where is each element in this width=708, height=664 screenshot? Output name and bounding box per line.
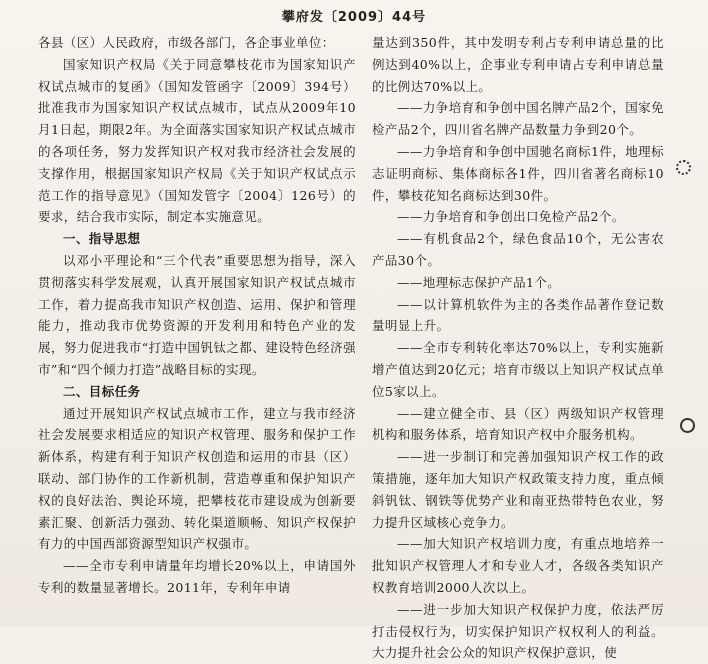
- left-text-column: [38, 32, 356, 622]
- list-item: ——进一步加大知识产权保护力度，依法严厉打击侵权行为，切实保护知识产权权利人的利益。大力提升社会公众的知识产权保护意识，使: [372, 601, 664, 661]
- document-number-header: 攀府发〔2009〕44号: [281, 10, 427, 25]
- paragraph-intro: 国家知识产权局《关于同意攀枝花市为国家知识产权试点城市的复函》（国知发管函字〔2009〕394号）批准我市为国家知识产权试点城市，试点从2009年10月1日起，期限2年。为全面落实国家知识产权试点城市的各项任务，努力发挥知识产权对我市经济社会发展的支撑作用，根据国家知识产权局《关于知识产权试点示范工作的指导意见》（国知发管字〔2004〕126号）的要求，结合我市实际，制定本实施意见。: [38, 56, 356, 225]
- list-item: ——力争培育和争创中国名牌产品2个，国家免检产品2个，四川省名牌产品数量力争到20个。: [372, 100, 664, 138]
- list-item: ——建立健全市、县（区）两级知识产权管理机构和服务体系，培育知识产权中介服务机构。: [372, 405, 664, 443]
- binding-hole-mark: [680, 418, 695, 433]
- paragraph-guiding-ideology: 以邓小平理论和“三个代表”重要思想为指导，深入贯彻落实科学发展观，认真开展国家知识产权试点城市工作，着力提高我市知识产权创造、运用、保护和管理能力，推动我市优势资源的开发利用和特色产业的发展，努力促进我市“打造中国钒钛之都、建设特色经济强市”和“四个倾力打造”战略目标的实现。: [38, 252, 356, 377]
- right-text-column: [372, 32, 664, 661]
- salutation: 各县（区）人民政府，市级各部门，各企事业单位：: [38, 35, 335, 50]
- binding-hole-mark: [676, 160, 691, 175]
- paragraph-patent-continued: 量达到350件，其中发明专利占专利申请总量的比例达到40%以上，企事业专利申请占专利申请总量的比例达70%以上。: [372, 35, 664, 94]
- list-item: ——力争培育和争创中国驰名商标1件，地理标志证明商标、集体商标各1件，四川省著名商标10件，攀枝花知名商标达到30件。: [372, 143, 664, 203]
- list-item: ——力争培育和争创出口免检产品2个。: [397, 209, 625, 225]
- section-heading-guiding-ideology: 一、指导思想: [63, 231, 141, 247]
- list-item: ——地理标志保护产品1个。: [397, 274, 561, 290]
- paragraph-patent-growth: ——全市专利申请量年均增长20%以上，申请国外专利的数量显著增长。2011年，专利年申请: [38, 558, 356, 595]
- section-heading-goals: 二、目标任务: [63, 383, 141, 399]
- list-item: ——加大知识产权培训力度，有重点地培养一批知识产权管理人才和专业人才，各级各类知识产权教育培训2000人次以上。: [372, 536, 664, 595]
- list-item: ——有机食品2个，绿色食品10个，无公害农产品30个。: [372, 231, 664, 268]
- paragraph-goals: 通过开展知识产权试点城市工作，建立与我市经济社会发展要求相适应的知识产权管理、服务和保护工作新体系，构建有利于知识产权创造和运用的市县（区）联动、部门协作的工作新机制，营造尊重和保护知识产权的良好法治、舆论环境，把攀枝花市建设成为创新要素汇聚、创新活力强劲、转化渠道顺畅、知识产权保护有力的中国西部资源型知识产权强市。: [38, 405, 356, 552]
- list-item: ——进一步制订和完善加强知识产权工作的政策措施，逐年加大知识产权政策支持力度，重点倾斜钒钛、钢铁等优势产业和南亚热带特色农业，努力提升区域核心竞争力。: [372, 449, 664, 530]
- list-item: ——全市专利转化率达70%以上，专利实施新增产值达到20亿元；培育市级以上知识产权试点单位5家以上。: [372, 340, 664, 399]
- list-item: ——以计算机软件为主的各类作品著作登记数量明显上升。: [372, 296, 664, 334]
